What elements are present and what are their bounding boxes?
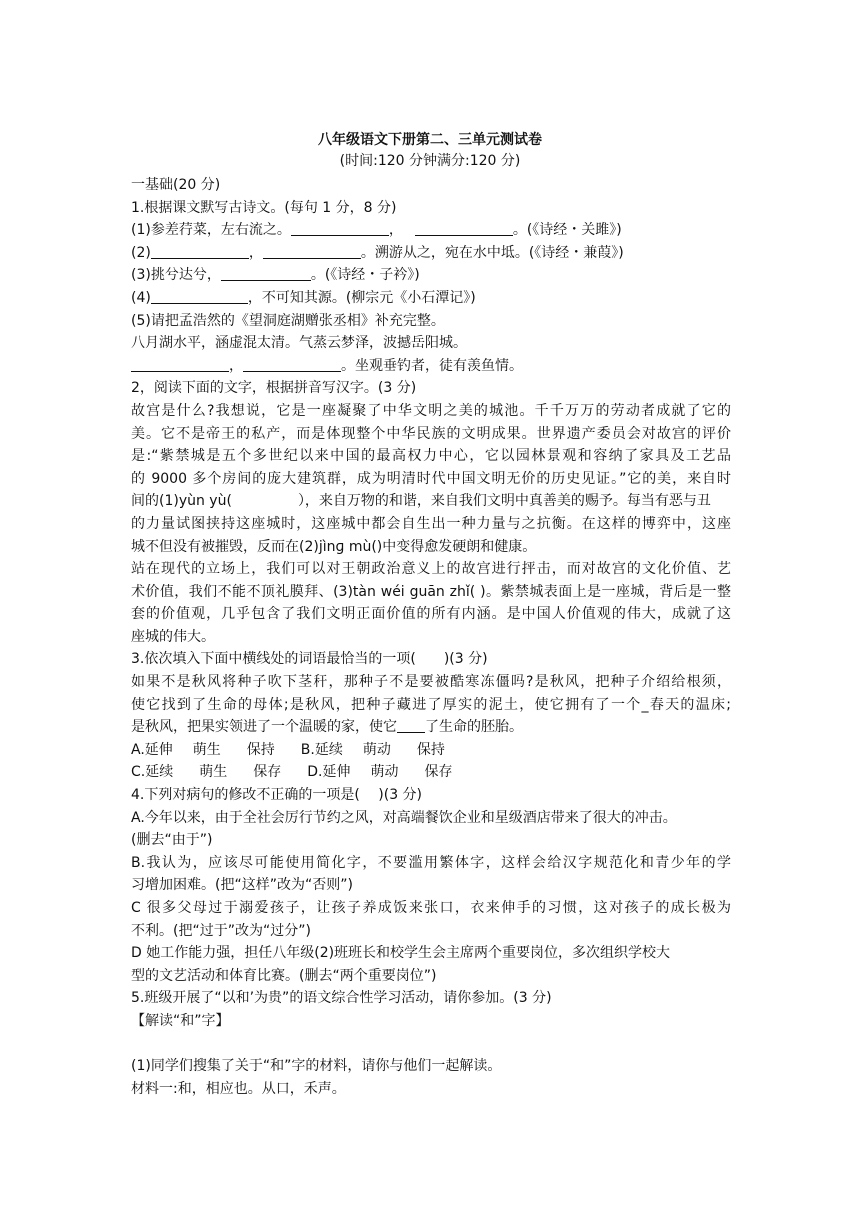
exam-subtitle: (时间:120 分钟满分:120 分) xyxy=(339,153,521,169)
passage-line: 的 9000 多个房间的庞大建筑群，成为明清时代中国文明无价的历史见证。”它的美，来自时 xyxy=(131,470,731,487)
question-5-subheading: 【解读“和”字】 xyxy=(131,1012,230,1029)
question-4-option: 型的文艺活动和体育比赛。(删去“两个重要岗位”) xyxy=(131,967,437,984)
passage-line: 座城的伟大。 xyxy=(131,628,215,645)
poem-blank-line-1: (1)参差荇菜，左右流之。 ， 。(《诗经・关雎》) xyxy=(131,222,622,239)
passage-line: 是:“紫禁城是五个多世纪以来中国的最高权力中心，它以园林景观和容纳了家具及工艺品 xyxy=(131,448,731,465)
question-3-text: 如果不是秋风将种子吹下茎秆，那种子不是要被酷寒冻僵吗?是秋风，把种子介绍给根须， xyxy=(131,674,731,691)
passage-line: 城不但没有被摧毁，反而在(2)jìnɡ mù()中变得愈发硬朗和健康。 xyxy=(131,538,537,555)
question-2-prompt: 2，阅读下面的文字，根据拼音写汉字。(3 分) xyxy=(131,380,417,397)
answer-blank[interactable] xyxy=(397,718,425,733)
question-4-option: 习增加困难。(把“这样”改为“否则”) xyxy=(131,877,353,894)
passage-line: 术价值，我们不能不顶礼膜拜、(3)tàn wéi guān zhǐ( )。紫禁城表面上是一座城，背后是一整 xyxy=(131,583,731,600)
question-4-option: (删去“由于”) xyxy=(131,832,213,849)
question-4-prompt: 4.下列对病句的修改不正确的一项是( )(3 分) xyxy=(131,787,423,804)
passage-line: 套的价值观，几乎包含了我们文明正面价值的所有内涵。是中国人价值观的伟大，成就了这 xyxy=(131,606,731,623)
passage-line: 站在现代的立场上，我们可以对王朝政治意义上的故宫进行抨击，而对故宫的文化价值、艺 xyxy=(131,561,731,578)
section-heading: 一基础(20 分) xyxy=(131,177,221,193)
answer-blank[interactable] xyxy=(291,221,389,236)
answer-blank[interactable] xyxy=(221,266,311,281)
poem-instruction: (5)请把孟浩然的《望洞庭湖赠张丞相》补充完整。 xyxy=(131,312,445,329)
passage-line: 故宫是什么?我想说，它是一座凝聚了中华文明之美的城池。千千万万的劳动者成就了它的 xyxy=(131,402,731,419)
poem-line: 八月湖水平，涵虚混太清。气蒸云梦泽，波撼岳阳城。 xyxy=(131,335,467,352)
question-3-text-with-blank: 是秋风，把果实领进了一个温暖的家，使它 了生命的胚胎。 xyxy=(131,719,523,736)
passage-line: 的力量试图挟持这座城时，这座城中都会自生出一种力量与之抗衡。在这样的博弈中，这座 xyxy=(131,515,731,532)
material-one: 材料一:和，相应也。从口，禾声。 xyxy=(131,1080,346,1097)
question-4-option: D 她工作能力强，担任八年级(2)班班长和校学生会主席两个重要岗位，多次组织学校大 xyxy=(131,945,671,962)
exam-content xyxy=(131,174,731,1100)
answer-blank[interactable] xyxy=(131,357,229,372)
poem-blank-line-2: (2) ， 。溯游从之，宛在水中坻。(《诗经・兼葭》) xyxy=(131,244,624,261)
question-3-options-cd: C.延续 萌生 保存 D.延伸 萌动 保存 xyxy=(131,764,453,781)
question-5-prompt: 5.班级开展了“以和’为贵”的语文综合性学习活动，请你参加。(3 分) xyxy=(131,990,552,1007)
answer-blank[interactable] xyxy=(151,244,249,259)
answer-blank[interactable] xyxy=(415,221,513,236)
answer-blank[interactable] xyxy=(243,357,341,372)
question-5-part-1: (1)同学们搜集了关于“和”字的材料，请你与他们一起解读。 xyxy=(131,1058,502,1075)
answer-blank[interactable] xyxy=(151,289,248,304)
blank-line xyxy=(131,1033,731,1056)
poem-blank-line-3: (3)挑兮达兮， 。(《诗经・子衿》) xyxy=(131,267,420,284)
question-1-prompt: 1.根据课文默写古诗文。(每句 1 分，8 分) xyxy=(131,199,397,216)
question-3-text: 使它找到了生命的母体;是秋风，把种子藏进了厚实的泥土，使它拥有了一个_春天的温床; xyxy=(131,696,731,713)
answer-blank[interactable] xyxy=(263,244,361,259)
passage-line: 美。它不是帝王的私产，而是体现整个中华民族的文明成果。世界遗产委员会对故宫的评价 xyxy=(131,425,731,442)
exam-title: 八年级语文下册第二、三单元测试卷 xyxy=(318,132,542,148)
question-4-option: A.今年以来，由于全社会厉行节约之风，对高端餐饮企业和星级酒店带来了很大的冲击。 xyxy=(131,809,677,826)
question-4-option: 不利。(把“过于”改为“过分”) xyxy=(131,922,311,939)
poem-blank-line-5: ， 。坐观垂钓者，徒有羡鱼情。 xyxy=(131,355,731,378)
question-3-options-ab: A.延伸 萌生 保持 B.延续 萌动 保持 xyxy=(131,741,445,758)
question-3-prompt: 3.依次填入下面中横线处的词语最恰当的一项( )(3 分) xyxy=(131,651,488,668)
question-4-option: C 很多父母过于溺爱孩子，让孩子养成饭来张口，衣来伸手的习惯，这对孩子的成长极为 xyxy=(131,900,731,916)
poem-blank-line-4: (4) ，不可知其源。(柳宗元《小石潭记》) xyxy=(131,289,476,306)
question-4-option: B.我认为，应该尽可能使用简化字，不要滥用繁体字，这样会给汉字规范化和青少年的学 xyxy=(131,854,731,871)
passage-line-with-blank: 间的(1)yùn yù( ），来自万物的和谐，来自我们文明中真善美的赐予。每当有恶与丑 xyxy=(131,493,711,510)
